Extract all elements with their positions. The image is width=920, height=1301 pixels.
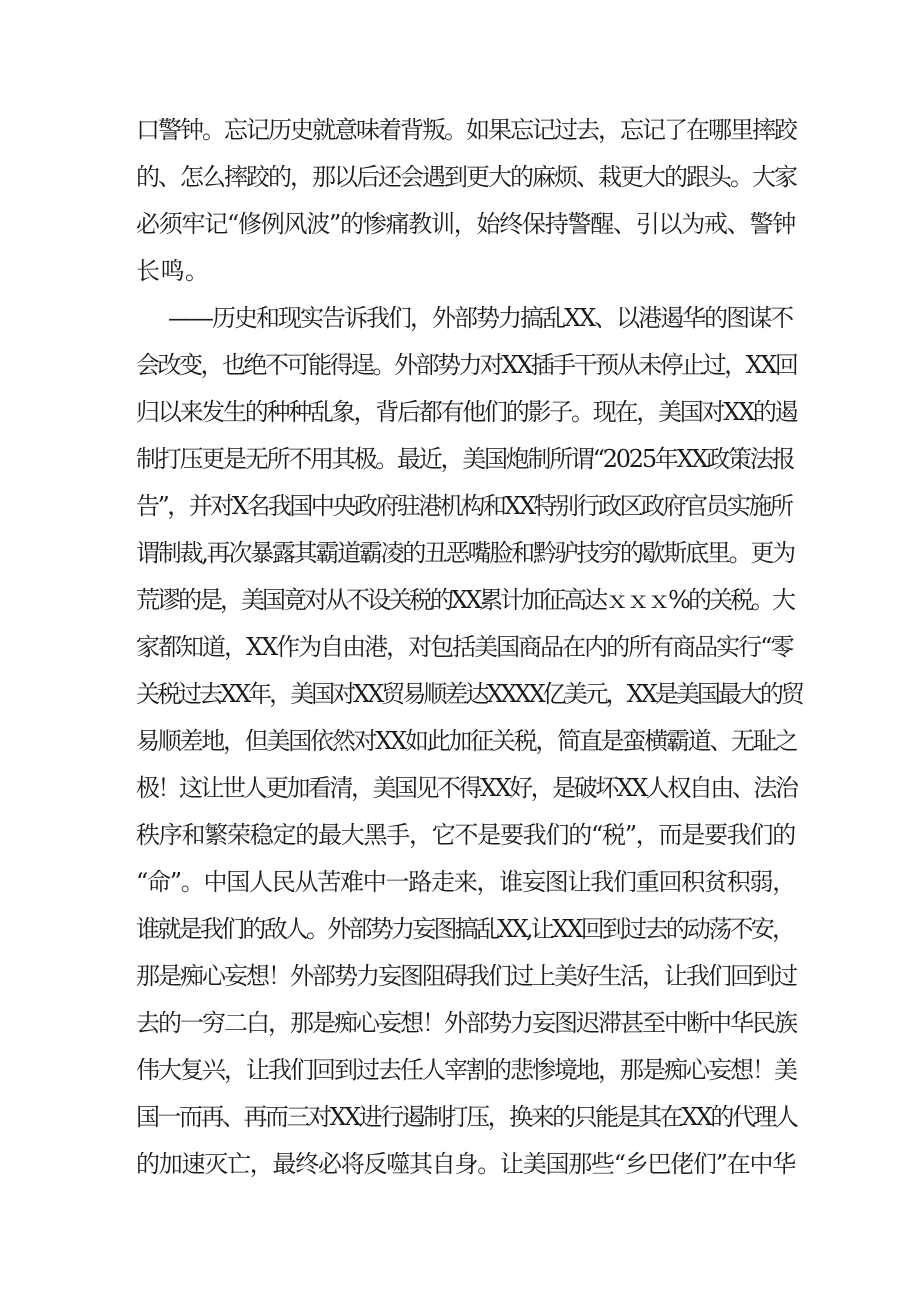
text-line: 秩序和繁荣稳定的最大黑手，它不是要我们的“税”，而是要我们的 <box>136 821 796 849</box>
text-line: 谁就是我们的敌人。外部势力妄图搞乱XX,让XX回到过去的动荡不安， <box>136 915 794 943</box>
text-line: 荒谬的是，美国竟对从不设关税的XX累计加征高达ｘｘｘ%的关税。大 <box>136 586 793 614</box>
text-line: 极！这让世人更加看清，美国见不得XX好，是破坏XX人权自由、法治 <box>136 774 797 802</box>
text-line: 那是痴心妄想！外部势力妄图阻碍我们过上美好生活，让我们回到过 <box>136 962 796 990</box>
text-line: 国一而再、再而三对XX进行遏制打压，换来的只能是其在XX的代理人 <box>136 1103 797 1131</box>
text-line: 会改变，也绝不可能得逞。外部势力对XX插手干预从未停止过，XX回 <box>136 351 797 379</box>
text-line: 的、怎么摔跤的，那以后还会遇到更大的麻烦、栽更大的跟头。大家 <box>136 163 796 191</box>
text-line: 告”，并对X名我国中央政府驻港机构和XX特别行政区政府官员实施所 <box>136 492 792 520</box>
text-line: 制打压更是无所不用其极。最近，美国炮制所谓“2025年XX政策法报 <box>136 445 794 473</box>
text-line: 归以来发生的种种乱象，背后都有他们的影子。现在，美国对XX的遏 <box>136 398 797 426</box>
text-line: “命”。中国人民从苦难中一路走来，谁妄图让我们重回积贫积弱， <box>136 868 796 896</box>
text-line: 长鸣。 <box>136 257 210 285</box>
text-line: 去的一穷二白，那是痴心妄想！外部势力妄图迟滞甚至中断中华民族 <box>136 1009 796 1037</box>
text-line: 家都知道，XX作为自由港，对包括美国商品在内的所有商品实行“零 <box>136 633 793 661</box>
paragraph-first-line: ——历史和现实告诉我们，外部势力搞乱XX、以港遏华的图谋不 <box>168 304 793 332</box>
text-line: 伟大复兴，让我们回到过去任人宰割的悲惨境地，那是痴心妄想！美 <box>136 1056 796 1084</box>
text-line: 必须牢记“修例风波”的惨痛教训，始终保持警醒、引以为戒、警钟 <box>136 210 796 238</box>
text-line: 谓制裁,再次暴露其霸道霸凌的丑恶嘴脸和黔驴技穷的歇斯底里。更为 <box>136 539 794 567</box>
text-line: 口警钟。忘记历史就意味着背叛。如果忘记过去，忘记了在哪里摔跤 <box>136 116 796 144</box>
text-line: 易顺差地，但美国依然对XX如此加征关税，简直是蛮横霸道、无耻之 <box>136 727 797 755</box>
text-line: 关税过去XX年，美国对XX贸易顺差达XXXX亿美元，XX是美国最大的贸 <box>136 680 802 708</box>
text-line: 的加速灭亡，最终必将反噬其自身。让美国那些“乡巴佬们”在中华 <box>136 1150 796 1178</box>
